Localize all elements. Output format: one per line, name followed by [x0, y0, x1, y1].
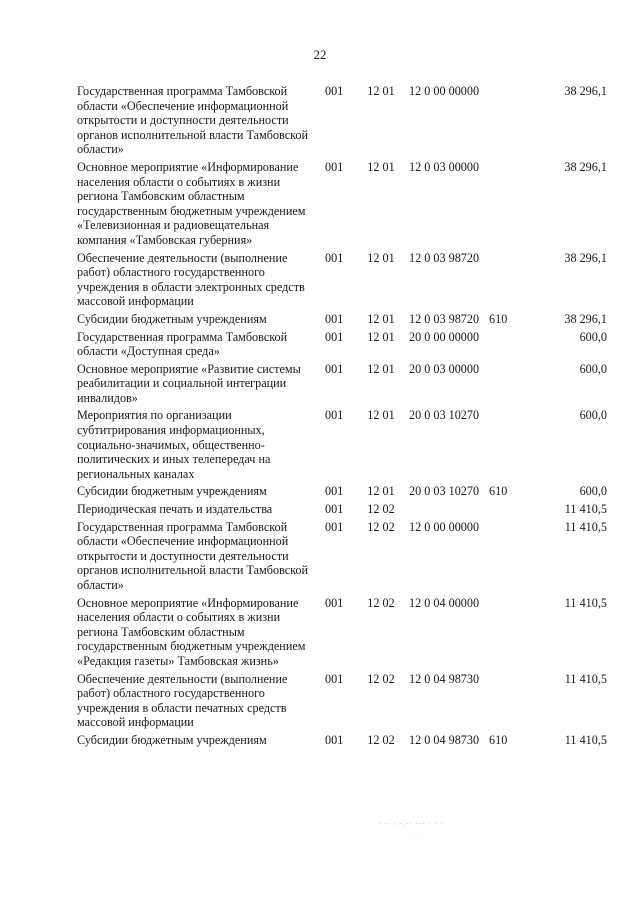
row-section-code: 12 01: [367, 484, 395, 499]
row-section-code: 12 01: [367, 408, 395, 423]
row-target-code: 12 0 03 00000: [409, 159, 480, 174]
table-row: [77, 408, 607, 481]
row-target-code: [407, 502, 489, 517]
row-section-code: 12 01: [367, 329, 395, 344]
row-target-code: 12 0 04 98730: [409, 732, 480, 747]
row-name: Основное мероприятие «Информирование населения области о событиях в жизни региона Тамбовским областным государственным бюджетным учреждением «Телевизионная и радиовещательная компания «Тамбовская губерния»: [77, 159, 306, 247]
row-section-code: 12 01: [367, 84, 395, 98]
row-section-code: 12 02: [367, 732, 395, 747]
row-ministry-code: 001: [325, 519, 344, 534]
table-row: [77, 502, 607, 517]
table-row: [77, 312, 607, 327]
row-amount: 600,0: [579, 408, 607, 423]
row-target-code: 12 0 00 00000: [409, 84, 480, 98]
row-ministry-code: 001: [325, 159, 344, 174]
row-section-code: 12 02: [367, 671, 395, 686]
row-amount: 11 410,5: [564, 732, 607, 747]
row-ministry-code: 001: [325, 732, 344, 747]
row-expense-type: [489, 596, 525, 669]
row-section-code: 12 01: [367, 250, 395, 265]
row-target-code: 12 0 00 00000: [409, 519, 480, 534]
table-row: [77, 251, 607, 309]
row-section-code: 12 02: [367, 502, 395, 517]
row-amount: 11 410,5: [564, 502, 607, 517]
row-amount: 38 296,1: [564, 250, 607, 265]
row-expense-type: [489, 330, 525, 359]
row-target-code: 12 0 04 98730: [409, 671, 480, 686]
table-row: [77, 160, 607, 248]
table-row: [77, 330, 607, 359]
table-row: [77, 84, 607, 157]
row-amount: 11 410,5: [564, 595, 607, 610]
row-expense-type: [489, 251, 525, 309]
row-target-code: 20 0 00 00000: [409, 329, 480, 344]
table-row: [77, 520, 607, 593]
row-name: Субсидии бюджетным учреждениям: [77, 311, 267, 326]
row-name: Государственная программа Тамбовской области «Обеспечение информационной открытости и доступности деятельности органов исполнительной власти Тамбовской области»: [77, 84, 309, 157]
row-amount: 11 410,5: [564, 519, 607, 534]
row-target-code: 20 0 03 10270: [409, 408, 480, 423]
scan-artifact: · ·· ·.·:·· ··· · · ·: [378, 820, 444, 828]
page-number: 22: [313, 47, 327, 62]
row-name: Государственная программа Тамбовской области «Обеспечение информационной открытости и доступности деятельности органов исполнительной власти Тамбовской области»: [77, 519, 309, 592]
row-amount: 38 296,1: [564, 311, 607, 326]
table-row: [77, 484, 607, 499]
row-expense-type: 610: [489, 732, 508, 747]
row-ministry-code: 001: [325, 361, 344, 376]
row-name: Мероприятия по организации субтитрирования информационных, социально-значимых, общественно-политических и иных телепередач на региональных каналах: [77, 408, 271, 481]
row-ministry-code: 001: [325, 250, 344, 265]
table-row: [77, 362, 607, 406]
row-section-code: 12 01: [367, 311, 395, 326]
table-row: [77, 733, 607, 748]
row-expense-type: [489, 362, 525, 406]
row-name: Обеспечение деятельности (выполнение работ) областного государственного учреждения в области печатных средств массовой информации: [77, 671, 288, 730]
row-expense-type: [489, 160, 525, 248]
row-name: Основное мероприятие «Развитие системы реабилитации и социальной интеграции инвалидов»: [77, 361, 301, 405]
row-name: Основное мероприятие «Информирование населения области о событиях в жизни региона Тамбовским областным государственным бюджетным учреждением «Редакция газеты» Тамбовская жизнь»: [77, 595, 306, 668]
row-amount: 38 296,1: [564, 84, 607, 98]
table-row: [77, 672, 607, 730]
row-target-code: 12 0 03 98720: [409, 311, 480, 326]
row-expense-type: [489, 84, 525, 157]
row-expense-type: 610: [489, 311, 508, 326]
row-expense-type: [489, 502, 525, 517]
row-name: Обеспечение деятельности (выполнение работ) областного государственного учреждения в области электронных средств массовой информации: [77, 250, 305, 309]
row-amount: 600,0: [579, 484, 607, 499]
row-amount: 600,0: [579, 329, 607, 344]
row-ministry-code: 001: [325, 84, 344, 98]
row-target-code: 12 0 04 00000: [409, 595, 480, 610]
row-target-code: 20 0 03 00000: [409, 361, 480, 376]
row-ministry-code: 001: [325, 484, 344, 499]
table-row: [77, 596, 607, 669]
row-ministry-code: 001: [325, 408, 344, 423]
row-ministry-code: 001: [325, 329, 344, 344]
row-section-code: 12 02: [367, 519, 395, 534]
row-expense-type: 610: [489, 484, 508, 499]
row-amount: 11 410,5: [564, 671, 607, 686]
row-section-code: 12 02: [367, 595, 395, 610]
row-section-code: 12 01: [367, 361, 395, 376]
row-name: Субсидии бюджетным учреждениям: [77, 484, 267, 499]
row-target-code: 20 0 03 10270: [409, 484, 480, 499]
row-amount: 38 296,1: [564, 159, 607, 174]
row-ministry-code: 001: [325, 311, 344, 326]
row-expense-type: [489, 520, 525, 593]
row-ministry-code: 001: [325, 595, 344, 610]
row-ministry-code: 001: [325, 671, 344, 686]
row-expense-type: [489, 672, 525, 730]
scan-artifact: · · ··: [410, 830, 421, 836]
row-section-code: 12 01: [367, 159, 395, 174]
row-expense-type: [489, 408, 525, 481]
row-name: Государственная программа Тамбовской области «Доступная среда»: [77, 329, 288, 359]
budget-table: [77, 84, 607, 751]
row-name: Периодическая печать и издательства: [77, 502, 273, 517]
row-name: Субсидии бюджетным учреждениям: [77, 732, 267, 747]
row-ministry-code: 001: [325, 502, 344, 517]
row-amount: 600,0: [579, 361, 607, 376]
row-target-code: 12 0 03 98720: [409, 250, 480, 265]
